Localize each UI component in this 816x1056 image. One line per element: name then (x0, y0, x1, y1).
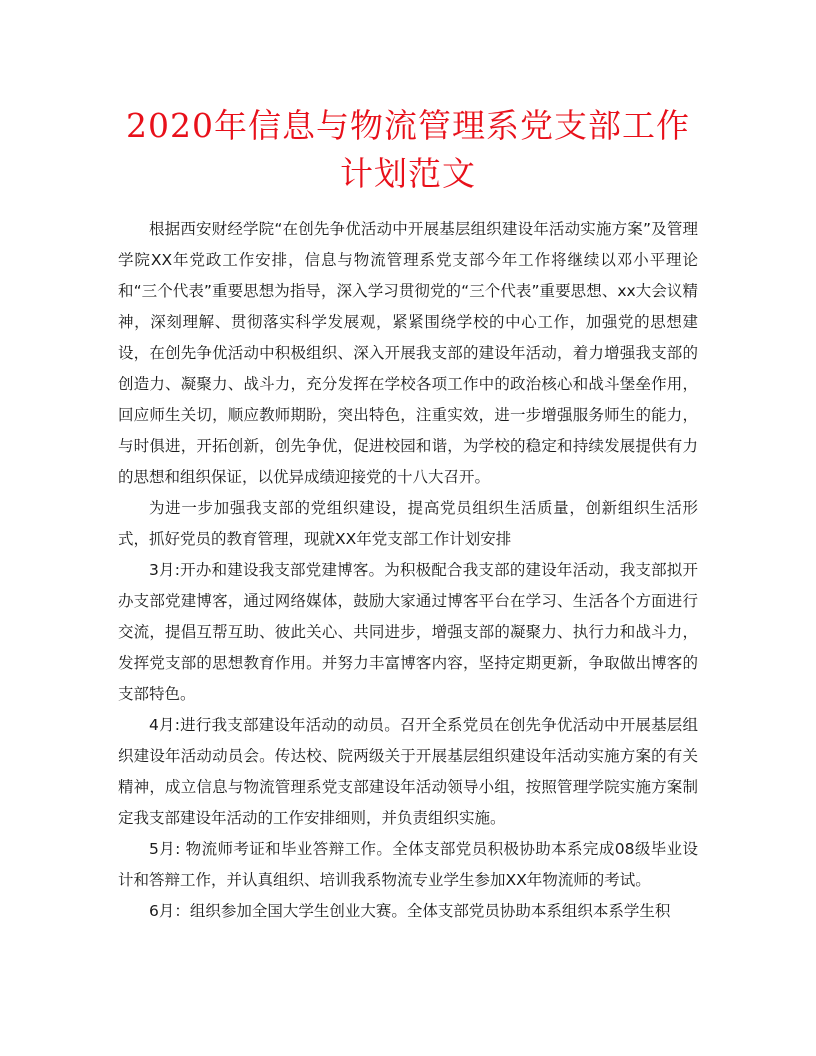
paragraph-purpose: 为进一步加强我支部的党组织建设，提高党员组织生活质量，创新组织生活形式，抓好党员的教育管理，现就XX年党支部工作计划安排 (118, 499, 698, 548)
paragraph-april: 4月:进行我支部建设年活动的动员。召开全系党员在创先争优活动中开展基层组织建设年活动动员会。传达校、院两级关于开展基层组织建设年活动实施方案的有关精神，成立信息与物流管理系党支部建设年活动领导小组，按照管理学院实施方案制定我支部建设年活动的工作安排细则，并负责组织实施。 (118, 716, 698, 827)
paragraph-june: 6月：组织参加全国大学生创业大赛。全体支部党员协助本系组织本系学生积 (149, 902, 671, 920)
paragraph-intro: 根据西安财经学院“在创先争优活动中开展基层组织建设年活动实施方案”及管理学院XX年党政工作安排，信息与物流管理系党支部今年工作将继续以邓小平理论和“三个代表”重要思想为指导，深入学习贯彻党的“三个代表”重要思想、xx大会议精神，深刻理解、贯彻落实科学发展观，紧紧围绕学校的中心工作，加强党的思想建设，在创先争优活动中积极组织、深入开展我支部的建设年活动，着力增强我支部的创造力、凝聚力、战斗力，充分发挥在学校各项工作中的政治核心和战斗堡垒作用，回应师生关切，顺应教师期盼，突出特色，注重实效，进一步增强服务师生的能力，与时俱进，开拓创新，创先争优，促进校园和谐，为学校的稳定和持续发展提供有力的思想和组织保证，以优异成绩迎接党的十八大召开。 (118, 220, 698, 486)
document-body (118, 214, 698, 927)
paragraph-march: 3月:开办和建设我支部党建博客。为积极配合我支部的建设年活动，我支部拟开办支部党建博客，通过网络媒体，鼓励大家通过博客平台在学习、生活各个方面进行交流，提倡互帮互助、彼此关心、共同进步，增强支部的凝聚力、执行力和战斗力，发挥党支部的思想教育作用。并努力丰富博客内容，坚持定期更新，争取做出博客的支部特色。 (118, 561, 698, 703)
paragraph-may: 5月: 物流师考证和毕业答辩工作。全体支部党员积极协助本系完成08级毕业设计和答辩工作，并认真组织、培训我系物流专业学生参加XX年物流师的考试。 (118, 840, 698, 889)
document-title: 2020年信息与物流管理系党支部工作计划范文 (126, 106, 690, 193)
